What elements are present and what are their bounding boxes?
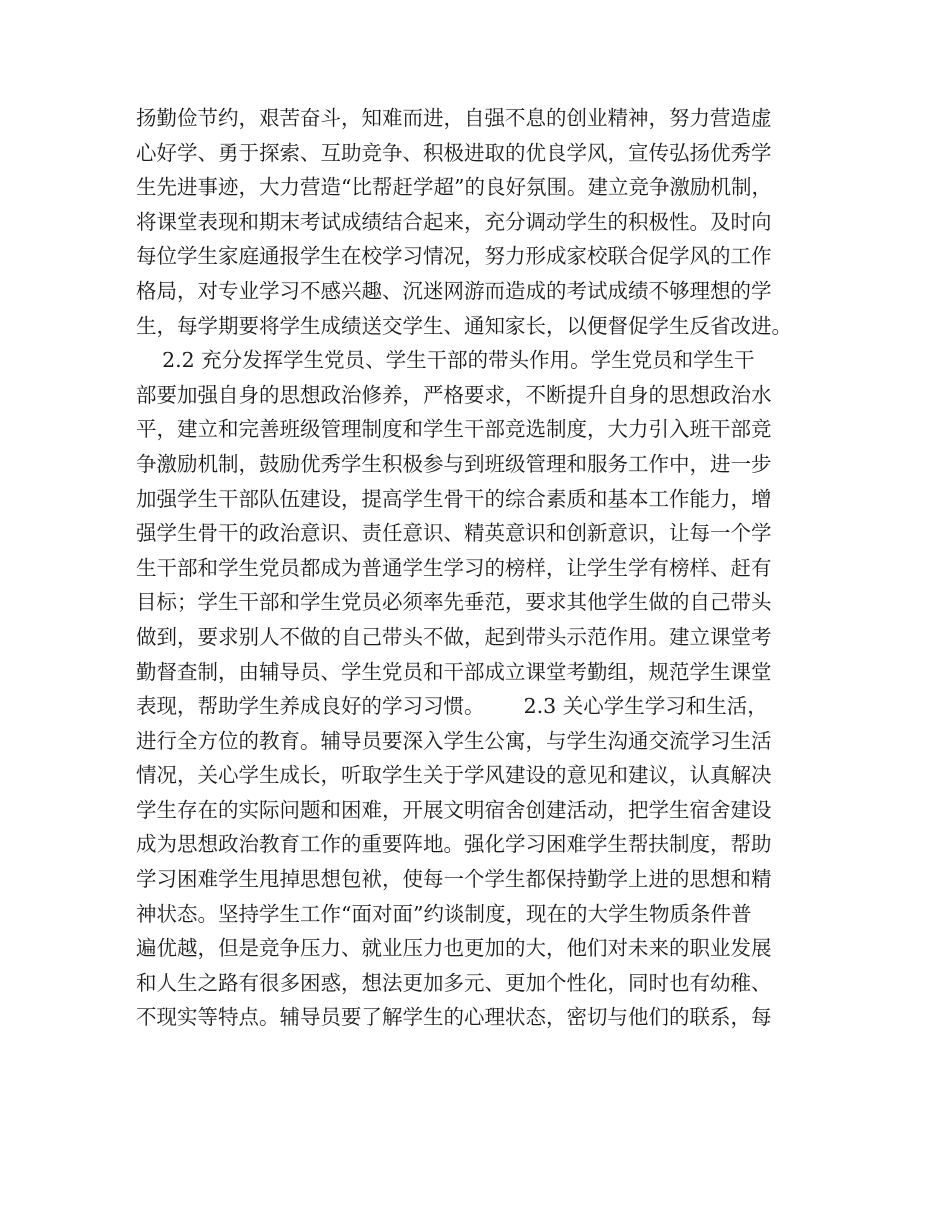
text-line: 每位学生家庭通报学生在校学习情况，努力形成家校联合促学风的工作 [136, 244, 772, 269]
text-line: 部要加强自身的思想政治修养，严格要求，不断提升自身的思想政治水 [136, 382, 772, 407]
text-line: 学习困难学生甩掉思想包袱，使每一个学生都保持勤学上进的思想和精 [136, 867, 772, 892]
text-line: 格局，对专业学习不感兴趣、沉迷网游而造成的考试成绩不够理想的学 [136, 278, 772, 303]
text-line: 平，建立和完善班级管理制度和学生干部竞选制度，大力引入班干部竞 [136, 417, 772, 442]
text-line: 将课堂表现和期末考试成绩结合起来，充分调动学生的积极性。及时向 [136, 209, 772, 234]
text-line: 和人生之路有很多困惑，想法更加多元、更加个性化，同时也有幼稚、 [136, 970, 772, 995]
text-line: 强学生骨干的政治意识、责任意识、精英意识和创新意识，让每一个学 [136, 521, 772, 546]
text-line: 生干部和学生党员都成为普通学生学习的榜样，让学生学有榜样、赶有 [136, 555, 772, 580]
text-line: 勤督查制，由辅导员、学生党员和干部成立课堂考勤组，规范学生课堂 [136, 659, 772, 684]
text-line: 争激励机制，鼓励优秀学生积极参与到班级管理和服务工作中，进一步 [136, 451, 772, 476]
text-line: 加强学生干部队伍建设，提高学生骨干的综合素质和基本工作能力，增 [136, 486, 772, 511]
text-line: 目标；学生干部和学生党员必须率先垂范，要求其他学生做的自己带头 [136, 590, 772, 615]
text-line: 学生存在的实际问题和困难，开展文明宿舍创建活动，把学生宿舍建设 [136, 797, 772, 822]
text-line: 表现，帮助学生养成良好的学习习惯。 2.3 关心学生学习和生活， [136, 694, 768, 719]
text-line: 2.2 充分发挥学生党员、学生干部的带头作用。学生党员和学生干 [136, 348, 755, 373]
text-line: 情况，关心学生成长，听取学生关于学风建设的意见和建议，认真解决 [136, 763, 772, 788]
text-line: 神状态。坚持学生工作“面对面”约谈制度，现在的大学生物质条件普 [136, 901, 752, 926]
text-line: 进行全方位的教育。辅导员要深入学生公寓，与学生沟通交流学习生活 [136, 728, 772, 753]
text-line: 不现实等特点。辅导员要了解学生的心理状态，密切与他们的联系，每 [136, 1005, 772, 1030]
body-text [136, 101, 816, 1035]
text-line: 做到，要求别人不做的自己带头不做，起到带头示范作用。建立课堂考 [136, 624, 772, 649]
text-line: 生，每学期要将学生成绩送交学生、通知家长，以便督促学生反省改进。 [136, 313, 792, 338]
text-line: 成为思想政治教育工作的重要阵地。强化学习困难学生帮扶制度，帮助 [136, 832, 772, 857]
text-line: 生先进事迹，大力营造“比帮赶学超”的良好氛围。建立竞争激励机制， [136, 175, 772, 200]
text-line: 遍优越，但是竞争压力、就业压力也更加的大，他们对未来的职业发展 [136, 936, 772, 961]
text-line: 心好学、勇于探索、互助竞争、积极进取的优良学风，宣传弘扬优秀学 [136, 140, 772, 165]
text-line: 扬勤俭节约，艰苦奋斗，知难而进，自强不息的创业精神，努力营造虚 [136, 106, 772, 130]
